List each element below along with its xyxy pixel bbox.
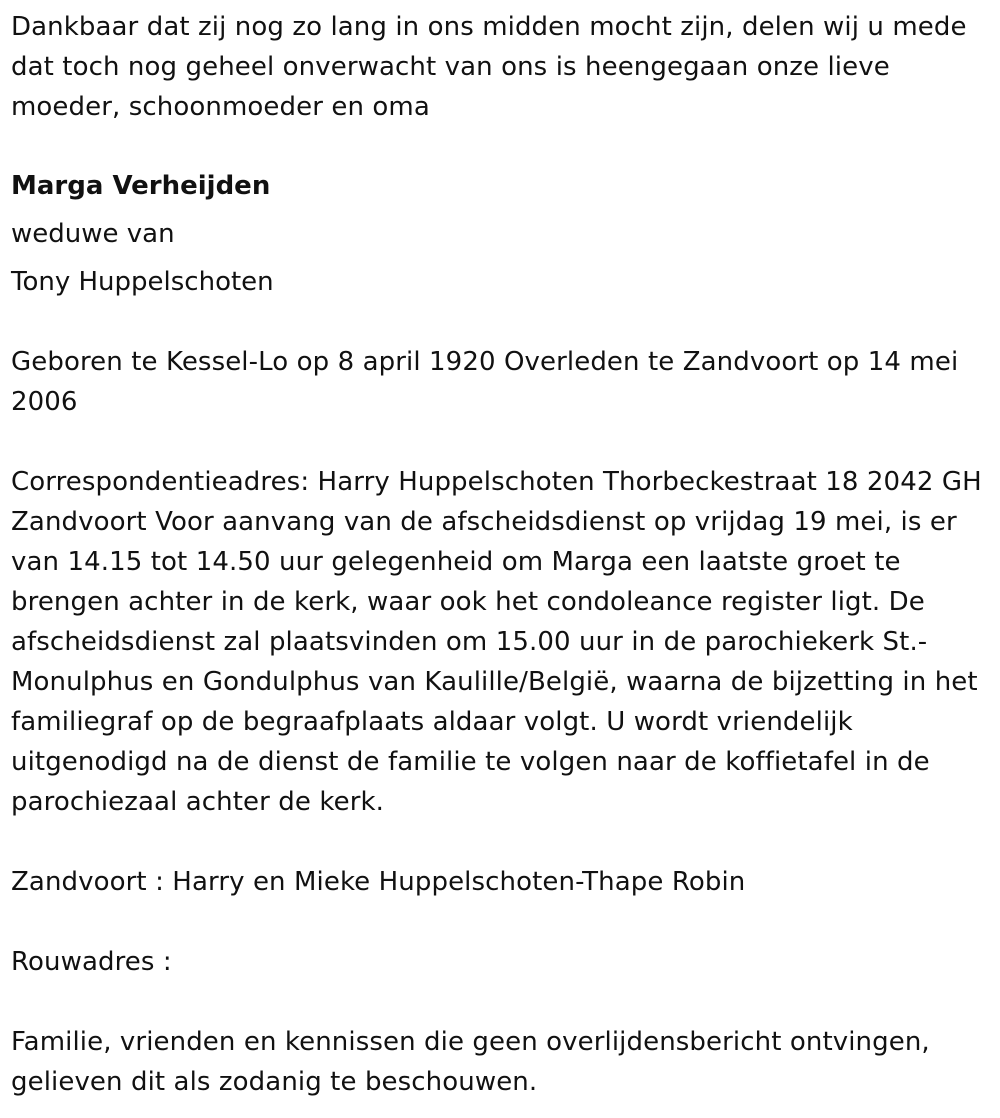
spouse-name: Tony Huppelschoten [11, 267, 274, 297]
birth-death-paragraph: Geboren te Kessel-Lo op 8 april 1920 Overleden te Zandvoort op 14 mei 2006 [11, 347, 959, 417]
mourning-address-line: Rouwadres : [11, 947, 172, 977]
intro-paragraph: Dankbaar dat zij nog zo lang in ons midden mocht zijn, delen wij u mede dat toch nog geheel onverwacht van ons is heengegaan onze lieve moeder, schoonmoeder en oma [11, 12, 967, 122]
closing-paragraph: Familie, vrienden en kennissen die geen overlijdensbericht ontvingen, gelieven dit als zodanig te beschouwen. [11, 1027, 930, 1097]
deceased-name: Marga Verheijden [11, 171, 271, 201]
family-line: Zandvoort : Harry en Mieke Huppelschoten-Thape Robin [11, 867, 746, 897]
details-paragraph: Correspondentieadres: Harry Huppelschoten Thorbeckestraat 18 2042 GH Zandvoort Voor aanvang van de afscheidsdienst op vrijdag 19 mei, is er van 14.15 tot 14.50 uur gelegenheid om Marga een laatste groet te brengen achter in de kerk, waar ook het condoleance register ligt. De afscheidsdienst zal plaatsvinden om 15.00 uur in de parochiekerk St.-Monulphus en Gondulphus van Kaulille/België, waarna de bijzetting in het familiegraf op de begraafplaats aldaar volgt. U wordt vriendelijk uitgenodigd na de dienst de familie te volgen naar de koffietafel in de parochiezaal achter de kerk. [11, 467, 982, 817]
widow-of-label: weduwe van [11, 219, 175, 249]
